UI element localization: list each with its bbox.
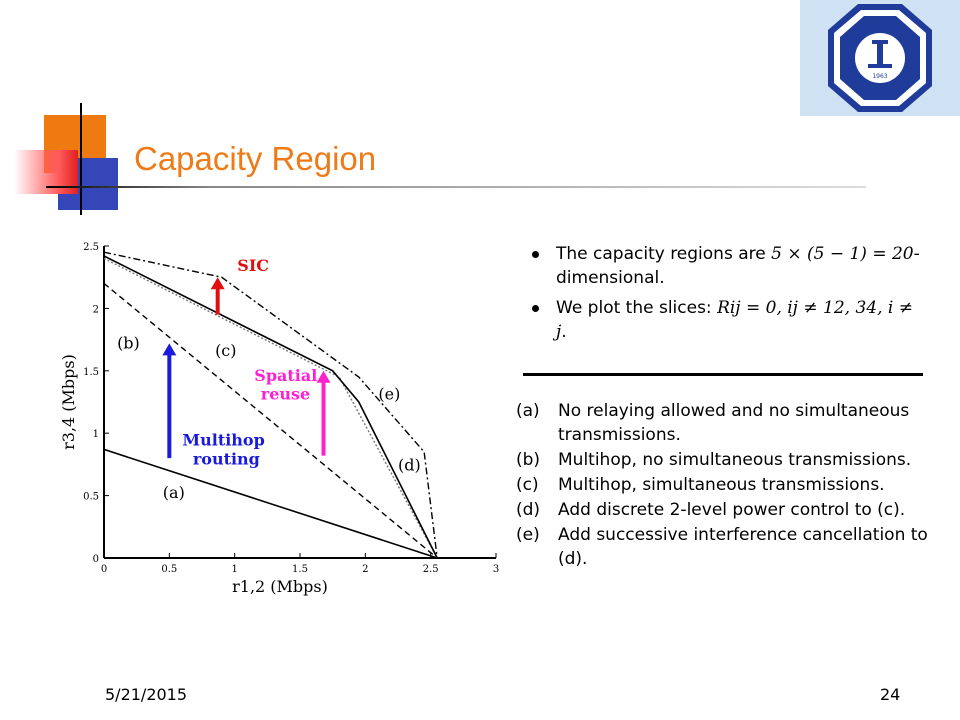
bullet-item: The capacity regions are 5 × (5 − 1) = 20-dimensional. bbox=[528, 242, 928, 290]
bullet-dot-icon bbox=[532, 251, 539, 258]
annotation-label: (d) bbox=[398, 455, 421, 475]
annotation-label: (a) bbox=[162, 483, 185, 503]
legend-item: (b) Multihop, no simultaneous transmissions. bbox=[516, 450, 912, 470]
y-tick-label: 1 bbox=[92, 429, 99, 441]
y-tick-label: 2.5 bbox=[83, 242, 99, 253]
annotation-label: (b) bbox=[117, 333, 140, 353]
annotation-label: reuse bbox=[260, 384, 311, 404]
annotation-arrow-head bbox=[211, 277, 225, 289]
legend-list bbox=[516, 399, 928, 572]
x-tick-label: 0.5 bbox=[161, 564, 178, 575]
legend-item: (c) Multihop, simultaneous transmissions. bbox=[516, 475, 885, 495]
annotation-label: SIC bbox=[237, 255, 270, 275]
series-line-e bbox=[104, 252, 437, 558]
decor-vertical-line bbox=[80, 103, 82, 215]
series-line-b bbox=[104, 283, 437, 558]
university-logo bbox=[800, 0, 960, 116]
slide-date: 5/21/2015 bbox=[105, 685, 188, 704]
bullet-item: We plot the slices: Rij = 0, ij ≠ 12, 34, i ≠ j. bbox=[528, 296, 928, 344]
x-tick-label: 1.5 bbox=[292, 564, 308, 575]
annotation-label: Spatial bbox=[254, 365, 318, 385]
annotation-label: routing bbox=[192, 449, 260, 469]
x-tick-label: 0 bbox=[100, 564, 108, 575]
x-axis-label: r1,2 (Mbps) bbox=[232, 577, 328, 596]
annotation-arrow-head bbox=[317, 371, 331, 383]
annotation-label: (c) bbox=[215, 340, 237, 360]
y-tick-label: 0.5 bbox=[83, 491, 99, 503]
divider-rule bbox=[523, 373, 923, 376]
capacity-region-chart bbox=[58, 236, 510, 598]
y-tick-label: 1.5 bbox=[83, 366, 99, 378]
annotation-label: (e) bbox=[378, 384, 401, 404]
y-tick-label: 2 bbox=[92, 304, 99, 316]
x-tick-label: 1 bbox=[231, 564, 238, 575]
title-underline bbox=[46, 186, 866, 188]
bullet-dot-icon bbox=[532, 305, 539, 312]
y-tick-label: 0 bbox=[92, 554, 99, 565]
x-tick-label: 2 bbox=[362, 564, 369, 575]
series-line-d bbox=[104, 256, 437, 558]
annotation-arrow-head bbox=[162, 343, 176, 355]
series-line-c bbox=[104, 255, 437, 558]
annotation-label: Multihop bbox=[182, 430, 265, 450]
bullet-list bbox=[528, 242, 928, 350]
legend-item: (d) Add discrete 2-level power control to (c). bbox=[516, 500, 906, 520]
legend-item: (a) No relaying allowed and no simultaneous transmissions. bbox=[516, 401, 910, 445]
logo-year: 1963 bbox=[872, 73, 888, 80]
legend-item: (e) Add successive interference cancellation to (d). bbox=[516, 525, 928, 569]
x-tick-label: 2.5 bbox=[422, 564, 439, 575]
slide-page-number: 24 bbox=[880, 685, 901, 704]
x-tick-label: 3 bbox=[492, 564, 500, 575]
y-axis-label: r3,4 (Mbps) bbox=[59, 354, 78, 450]
slide-title: Capacity Region bbox=[134, 140, 377, 177]
